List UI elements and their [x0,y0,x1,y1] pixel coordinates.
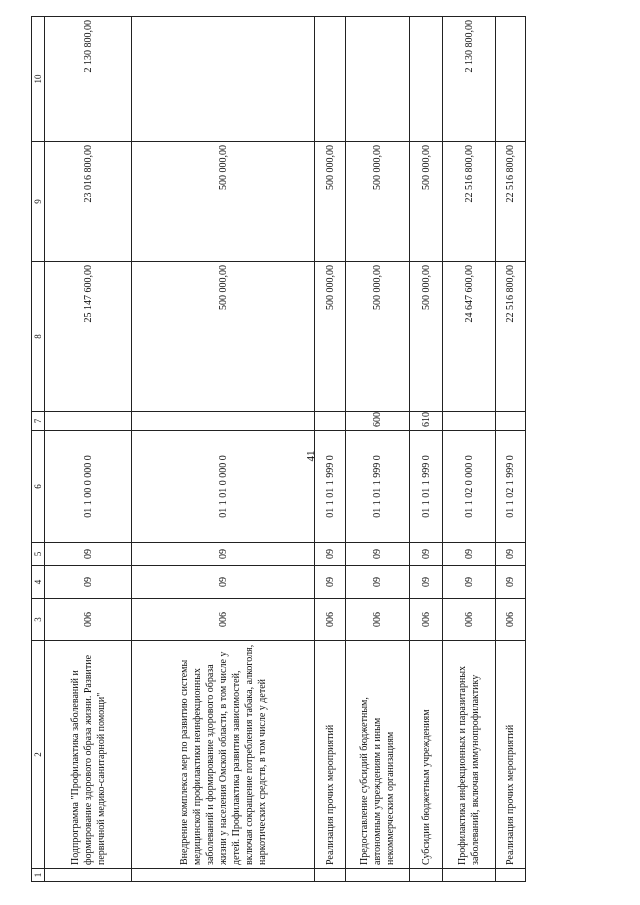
amount-col10 [132,17,315,142]
section-code: 09 [346,566,410,599]
amount-col9: 22 516 800,00 [496,142,526,262]
expense-type-code [496,412,526,431]
row-marker-cell [410,869,443,882]
amount-col9: 22 516 800,00 [443,142,496,262]
table-row [45,17,132,882]
expense-type-code [45,412,132,431]
amount-total: 500 000,00 [410,262,443,412]
admin-code: 006 [315,599,346,641]
table-row [410,17,443,882]
header-cell: 3 [32,599,45,641]
table-row [496,17,526,882]
amount-col10 [496,17,526,142]
rotated-table-wrapper [31,17,561,882]
amount-col9: 500 000,00 [132,142,315,262]
header-cell: 5 [32,543,45,566]
item-name: Реализация прочих мероприятий [496,641,526,869]
subsection-code: 09 [315,543,346,566]
item-name: Предоставление субсидий бюджетным, автономным учреждениям и иным некоммерческим организациям [346,641,410,869]
amount-col10: 2 130 800,00 [45,17,132,142]
budget-table [31,16,526,882]
row-marker-cell [132,869,315,882]
header-cell: 7 [32,412,45,431]
header-cell: 2 [32,641,45,869]
table-row [443,17,496,882]
section-code: 09 [45,566,132,599]
row-marker-cell [496,869,526,882]
item-name: Подпрограмма "Профилактика заболеваний и формирование здорового образа жизни. Развитие первичной медико-санитарной помощи" [45,641,132,869]
amount-col10: 2 130 800,00 [443,17,496,142]
header-cell: 1 [32,869,45,882]
amount-col9: 500 000,00 [346,142,410,262]
subsection-code: 09 [410,543,443,566]
admin-code: 006 [496,599,526,641]
admin-code: 006 [410,599,443,641]
section-code: 09 [410,566,443,599]
amount-total: 25 147 600,00 [45,262,132,412]
amount-total: 22 516 800,00 [496,262,526,412]
row-marker-cell [45,869,132,882]
item-name: Субсидии бюджетным учреждениям [410,641,443,869]
target-article-code: 01 1 02 0 000 0 [443,431,496,543]
subsection-code: 09 [132,543,315,566]
item-name: Внедрение комплекса мер по развитию системы медицинской профилактики неинфекционных заболеваний и формирование здорового образа жизни у населения Омской области, в том числе у детей. Профилактика развития зависимостей, включая сокращение потребления табака, алкоголя, наркотических средств, в том числе у детей [132,641,315,869]
amount-total: 24 647 600,00 [443,262,496,412]
subsection-code: 09 [346,543,410,566]
amount-total: 500 000,00 [132,262,315,412]
target-article-code: 01 1 01 1 999 0 [315,431,346,543]
section-code: 09 [132,566,315,599]
amount-col9: 500 000,00 [315,142,346,262]
header-cell: 6 [32,431,45,543]
admin-code: 006 [443,599,496,641]
row-marker-cell [443,869,496,882]
target-article-code: 01 1 01 0 000 0 [132,431,315,543]
amount-total: 500 000,00 [315,262,346,412]
header-cell: 8 [32,262,45,412]
target-article-code: 01 1 01 1 999 0 [346,431,410,543]
table-row [132,17,315,882]
table-row [315,17,346,882]
amount-col9: 23 016 800,00 [45,142,132,262]
section-code: 09 [443,566,496,599]
header-cell: 10 [32,17,45,142]
column-number-row [32,17,45,882]
item-name: Профилактика инфекционных и паразитарных заболеваний, включая иммунопрофилактику [443,641,496,869]
expense-type-code [443,412,496,431]
subsection-code: 09 [45,543,132,566]
target-article-code: 01 1 00 0 000 0 [45,431,132,543]
subsection-code: 09 [496,543,526,566]
expense-type-code: 610 [410,412,443,431]
section-code: 09 [315,566,346,599]
expense-type-code [132,412,315,431]
admin-code: 006 [132,599,315,641]
header-cell: 4 [32,566,45,599]
amount-col10 [315,17,346,142]
subsection-code: 09 [443,543,496,566]
row-marker-cell [315,869,346,882]
amount-col10 [346,17,410,142]
admin-code: 006 [346,599,410,641]
item-name: Реализация прочих мероприятий [315,641,346,869]
table-row [346,17,410,882]
section-code: 09 [496,566,526,599]
amount-col10 [410,17,443,142]
expense-type-code [315,412,346,431]
header-cell: 9 [32,142,45,262]
amount-total: 500 000,00 [346,262,410,412]
admin-code: 006 [45,599,132,641]
row-marker-cell [346,869,410,882]
target-article-code: 01 1 01 1 999 0 [410,431,443,543]
expense-type-code: 600 [346,412,410,431]
amount-col9: 500 000,00 [410,142,443,262]
target-article-code: 01 1 02 1 999 0 [496,431,526,543]
page-number: 41 [305,450,317,462]
